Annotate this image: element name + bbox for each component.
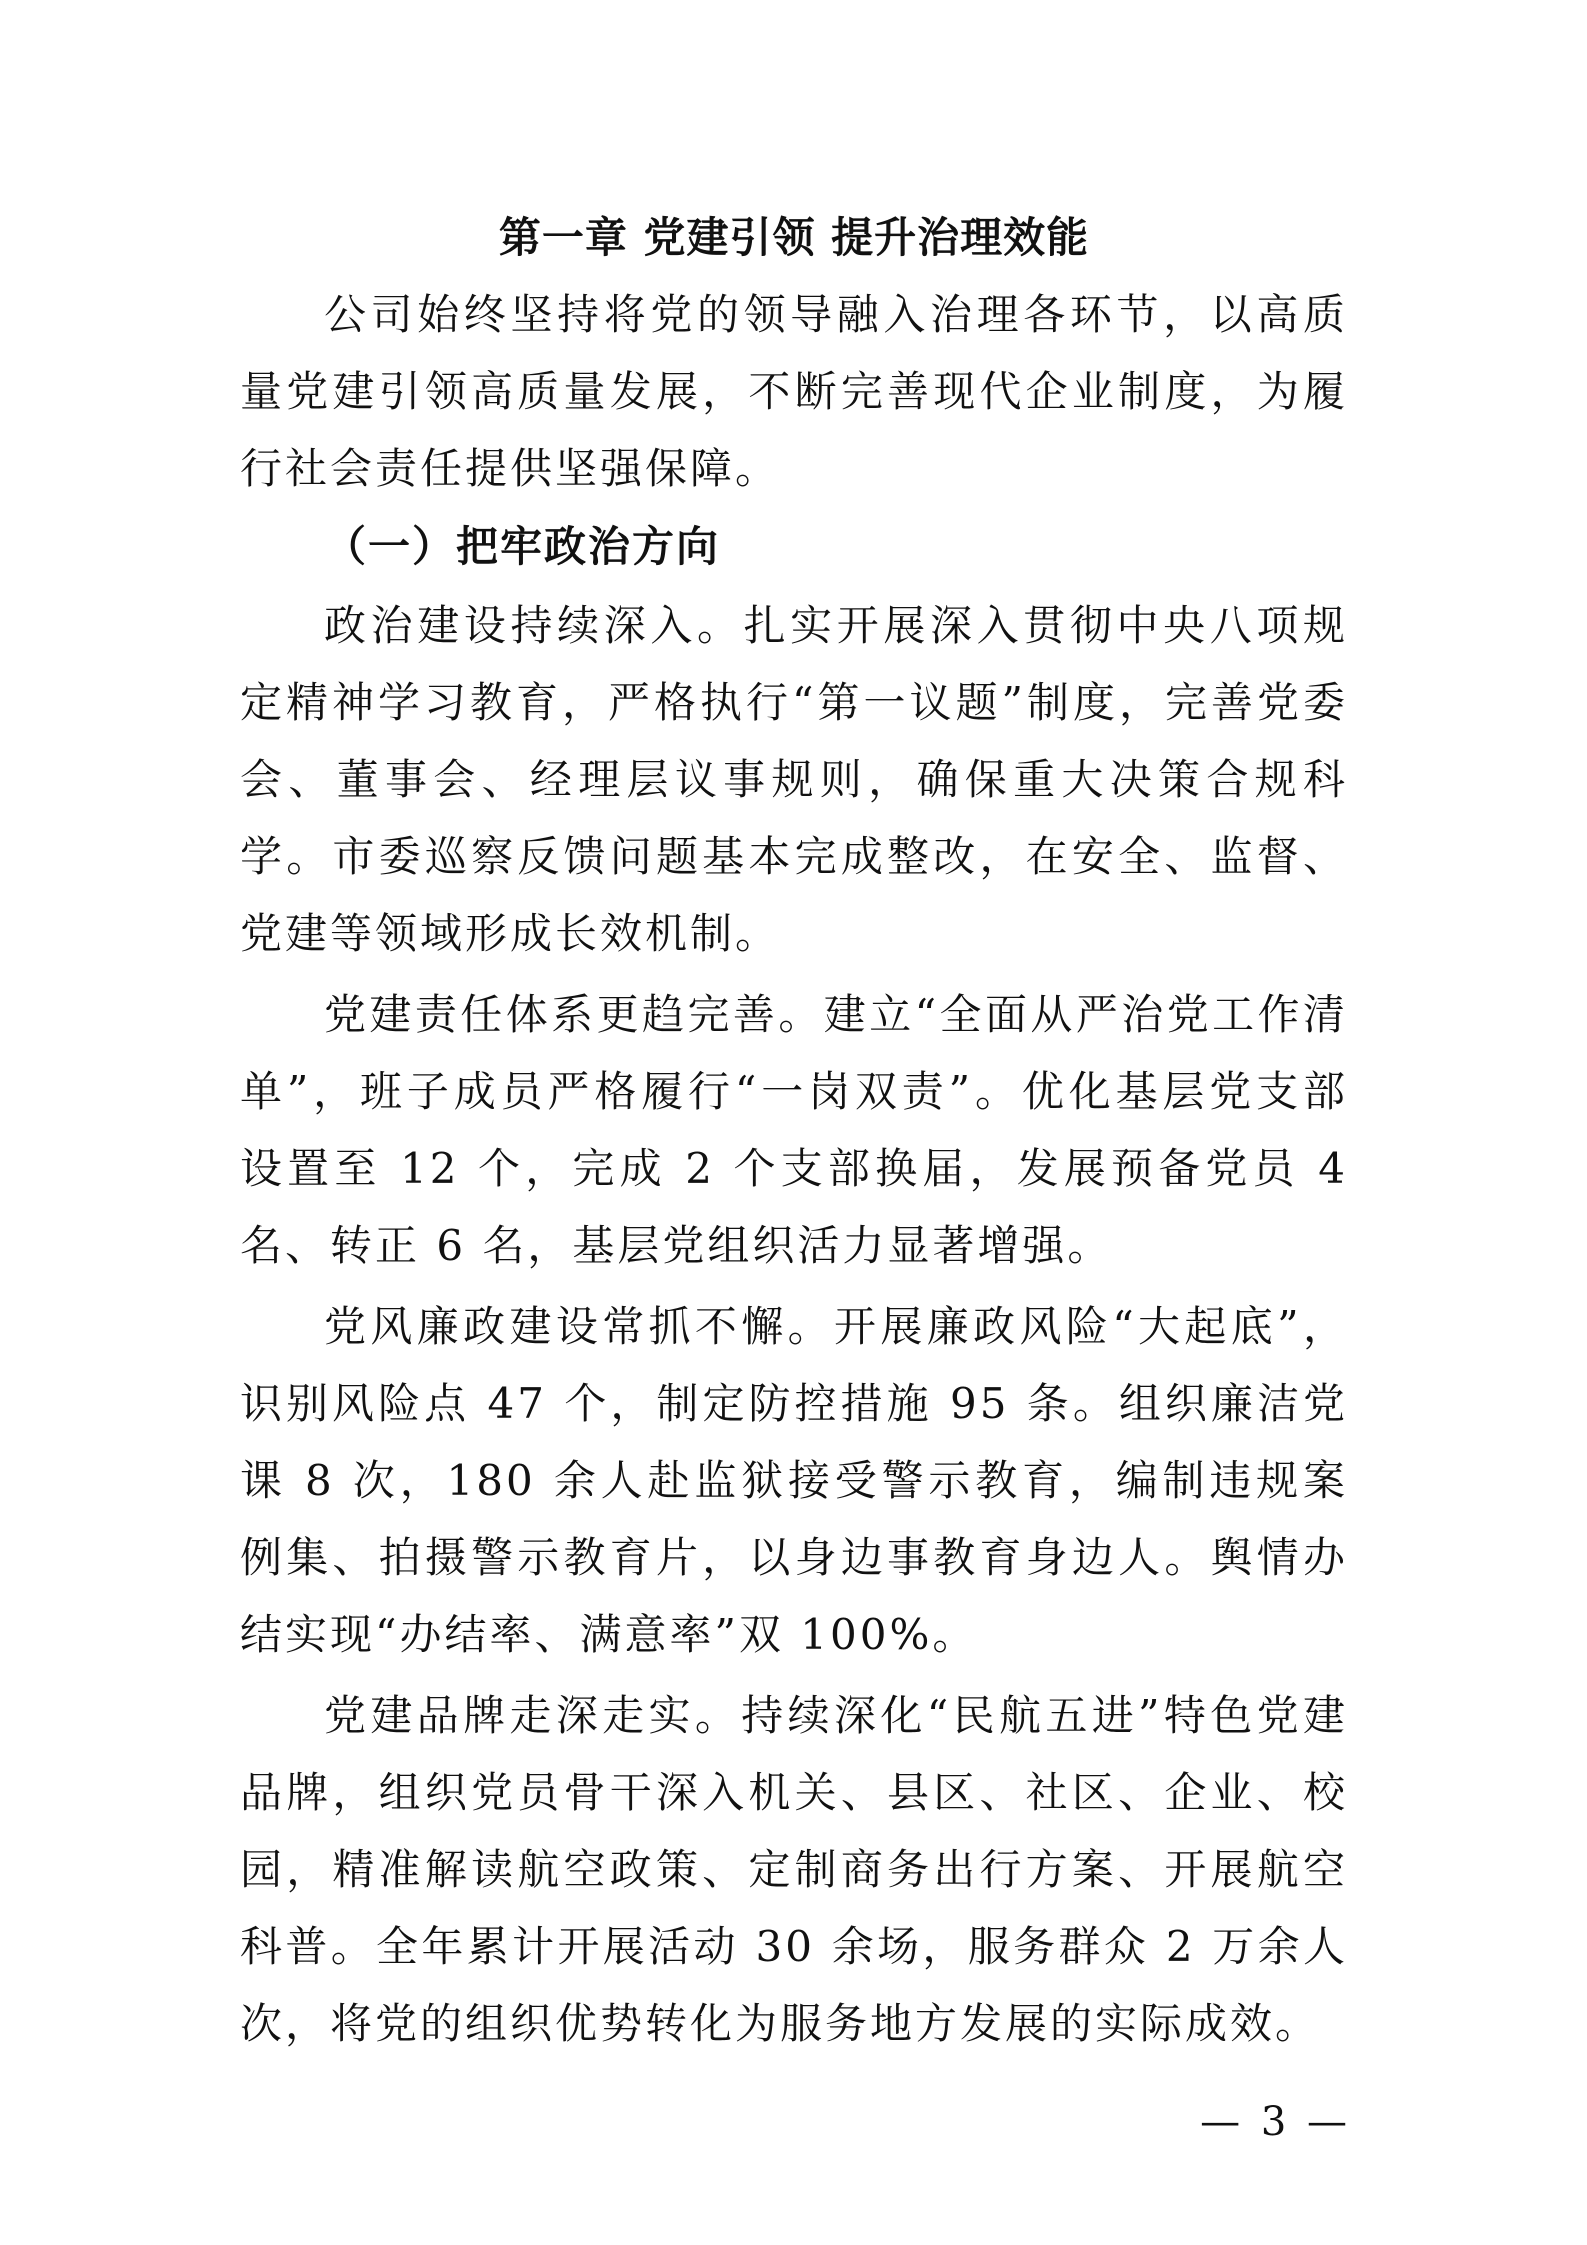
paragraph-party-brand: 党建品牌走深走实。持续深化“民航五进”特色党建品牌，组织党员骨干深入机关、县区、社区、企业、校园，精准解读航空政策、定制商务出行方案、开展航空科普。全年累计开展活动 30 余场，服务群众 2 万余人次，将党的组织优势转化为服务地方发展的实际成效。 (240, 1691, 1348, 2048)
chapter-title: 第一章 党建引领 提升治理效能 (498, 213, 1090, 262)
chapter-intro-paragraph: 公司始终坚持将党的领导融入治理各环节，以高质量党建引领高质量发展，不断完善现代企业制度，为履行社会责任提供坚强保障。 (240, 290, 1348, 493)
page-number: — 3 — (1200, 2099, 1351, 2145)
paragraph-political-construction: 政治建设持续深入。扎实开展深入贯彻中央八项规定精神学习教育，严格执行“第一议题”制度，完善党委会、董事会、经理层议事规则，确保重大决策合规科学。市委巡察反馈问题基本完成整改，在安全、监督、党建等领域形成长效机制。 (240, 601, 1348, 958)
section-heading: （一）把牢政治方向 (324, 522, 721, 571)
paragraph-responsibility-system: 党建责任体系更趋完善。建立“全面从严治党工作清单”，班子成员严格履行“一岗双责”。优化基层党支部设置至 12 个，完成 2 个支部换届，发展预备党员 4 名、转正 6 名，基层党组织活力显著增强。 (240, 990, 1348, 1270)
page-content (240, 200, 1348, 2062)
paragraph-clean-governance: 党风廉政建设常抓不懈。开展廉政风险“大起底”，识别风险点 47 个，制定防控措施 95 条。组织廉洁党课 8 次，180 余人赴监狱接受警示教育，编制违规案例集、拍摄警示教育片，以身边事教育身边人。舆情办结实现“办结率、满意率”双 100%。 (240, 1302, 1348, 1659)
